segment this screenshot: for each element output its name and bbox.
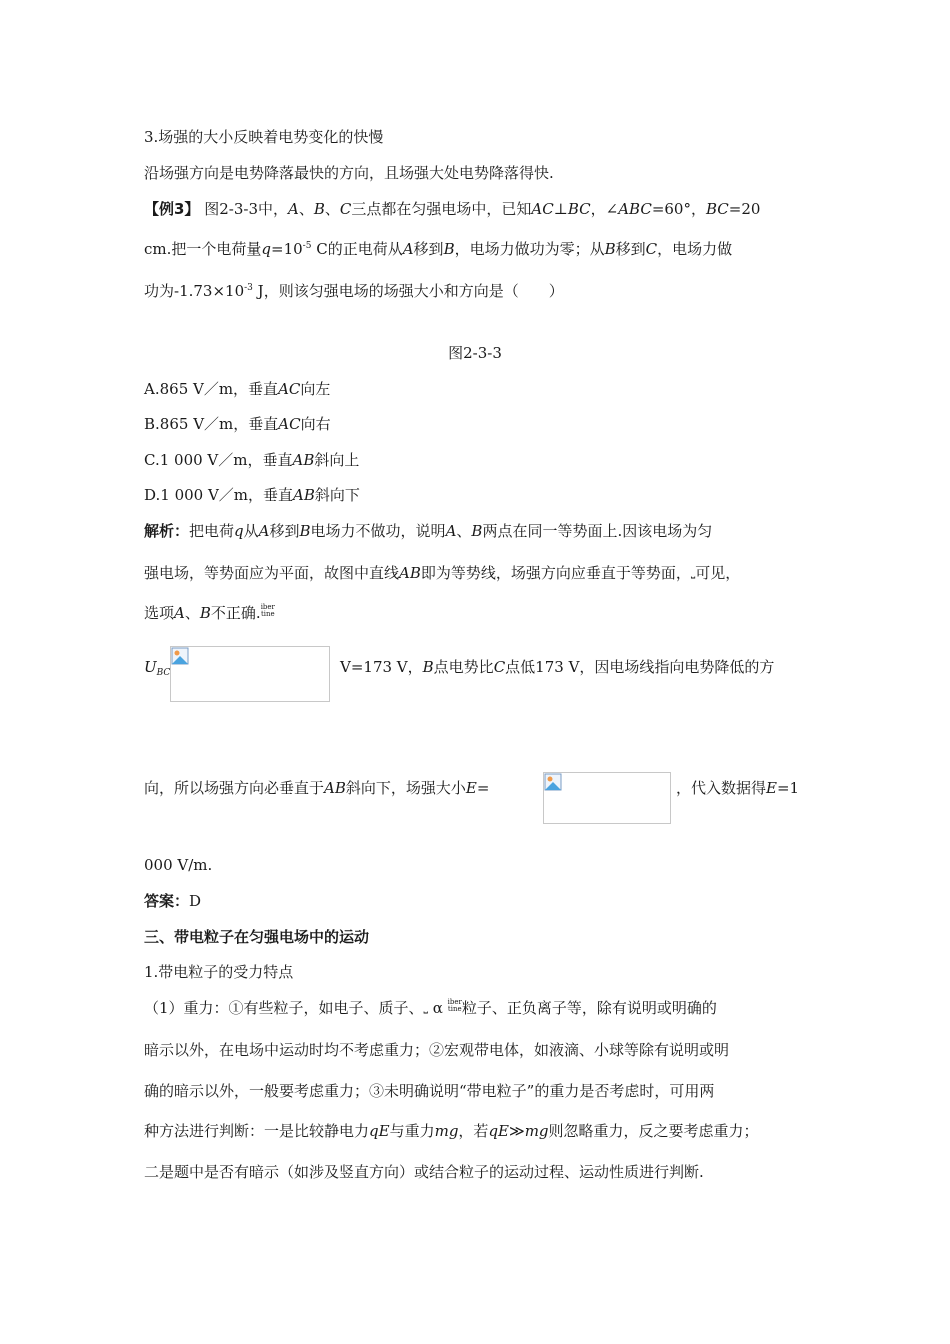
answer-value: D xyxy=(189,892,202,910)
heading-3: 3.场强的大小反映着电势变化的快慢 xyxy=(144,128,384,146)
para-line-2: 暗示以外，在电场中运动时均不考虑重力；②宏观带电体，如液滴、小球等除有说明或明 xyxy=(144,1041,730,1059)
glyph-artifact: iber tine xyxy=(447,998,462,1013)
solution-line-6: 000 V/m. xyxy=(144,856,213,874)
figure-caption: 图2-3-3 xyxy=(448,344,502,362)
option-a: A.865 V／m，垂直AC向左 xyxy=(144,380,331,398)
example-tag: 【例3】 xyxy=(144,200,200,218)
option-c: C.1 000 V／m，垂直AB斜向上 xyxy=(144,451,360,469)
paragraph: 沿场强方向是电势降落最快的方向，且场强大处电势降落得快. xyxy=(144,164,554,182)
option-b: B.865 V／m，垂直AC向右 xyxy=(144,415,331,433)
broken-image-icon xyxy=(171,647,189,665)
para-line-5: 二是题中是否有暗示（如涉及竖直方向）或结合粒子的运动过程、运动性质进行判断. xyxy=(144,1163,704,1181)
solution-label: 解析： xyxy=(144,522,190,540)
broken-image-icon xyxy=(544,773,562,791)
glyph-artifact: iber tine xyxy=(260,603,275,618)
section-heading: 三、带电粒子在匀强电场中的运动 xyxy=(144,928,370,946)
answer-label: 答案： xyxy=(144,892,190,910)
formula-image-1 xyxy=(170,646,330,702)
solution-ubc-label: $U_{BC}$ xyxy=(144,658,171,678)
solution-line-1: 解析：把电荷q从A移到B电场力不做功，说明A、B两点在同一等势面上.因该电场为匀 xyxy=(144,522,713,540)
example-line-3: 功为$-1.73\times 10^{-3}$ J，则该匀强电场的场强大小和方向是（ ） xyxy=(144,282,564,300)
solution-line-5b: ，代入数据得E=1 xyxy=(676,779,800,797)
solution-line-4: V=173 V，B点电势比C点低173 V，因电场线指向电势降低的方 xyxy=(340,658,775,676)
para-line-3: 确的暗示以外，一般要考虑重力；③未明确说明“带电粒子”的重力是否考虑时，可用两 xyxy=(144,1082,715,1100)
solution-line-5: 向，所以场强方向必垂直于AB斜向下，场强大小E= xyxy=(144,779,490,797)
subheading-1: 1.带电粒子的受力特点 xyxy=(144,963,294,981)
option-d: D.1 000 V／m，垂直AB斜向下 xyxy=(144,486,360,504)
solution-line-2: 强电场，等势面应为平面，故图中直线AB即为等势线，场强方向应垂直于等势面，⎵可见， xyxy=(144,564,741,582)
para-line-1: （1）重力：①有些粒子，如电子、质子、⎵ α iber tine粒子、正负离子等，除有说明或明确的 xyxy=(144,998,717,1017)
example-line-1: 【例3】 图2-3-3中，A、B、C三点都在匀强电场中，已知AC⊥BC，∠ABC=60°，BC=20 xyxy=(144,200,761,218)
answer xyxy=(144,890,201,912)
solution-line-3: 选项A、B不正确.iber tine xyxy=(144,603,275,622)
example-line-2: cm.把一个电荷量$q=10^{-5}$ C的正电荷从A移到B，电场力做功为零；从B移到C，电场力做 xyxy=(144,240,733,258)
para-line-4: 种方法进行判断：一是比较静电力qE与重力mg，若qE≫mg则忽略重力，反之要考虑重力； xyxy=(144,1122,759,1140)
formula-image-2 xyxy=(543,772,671,824)
